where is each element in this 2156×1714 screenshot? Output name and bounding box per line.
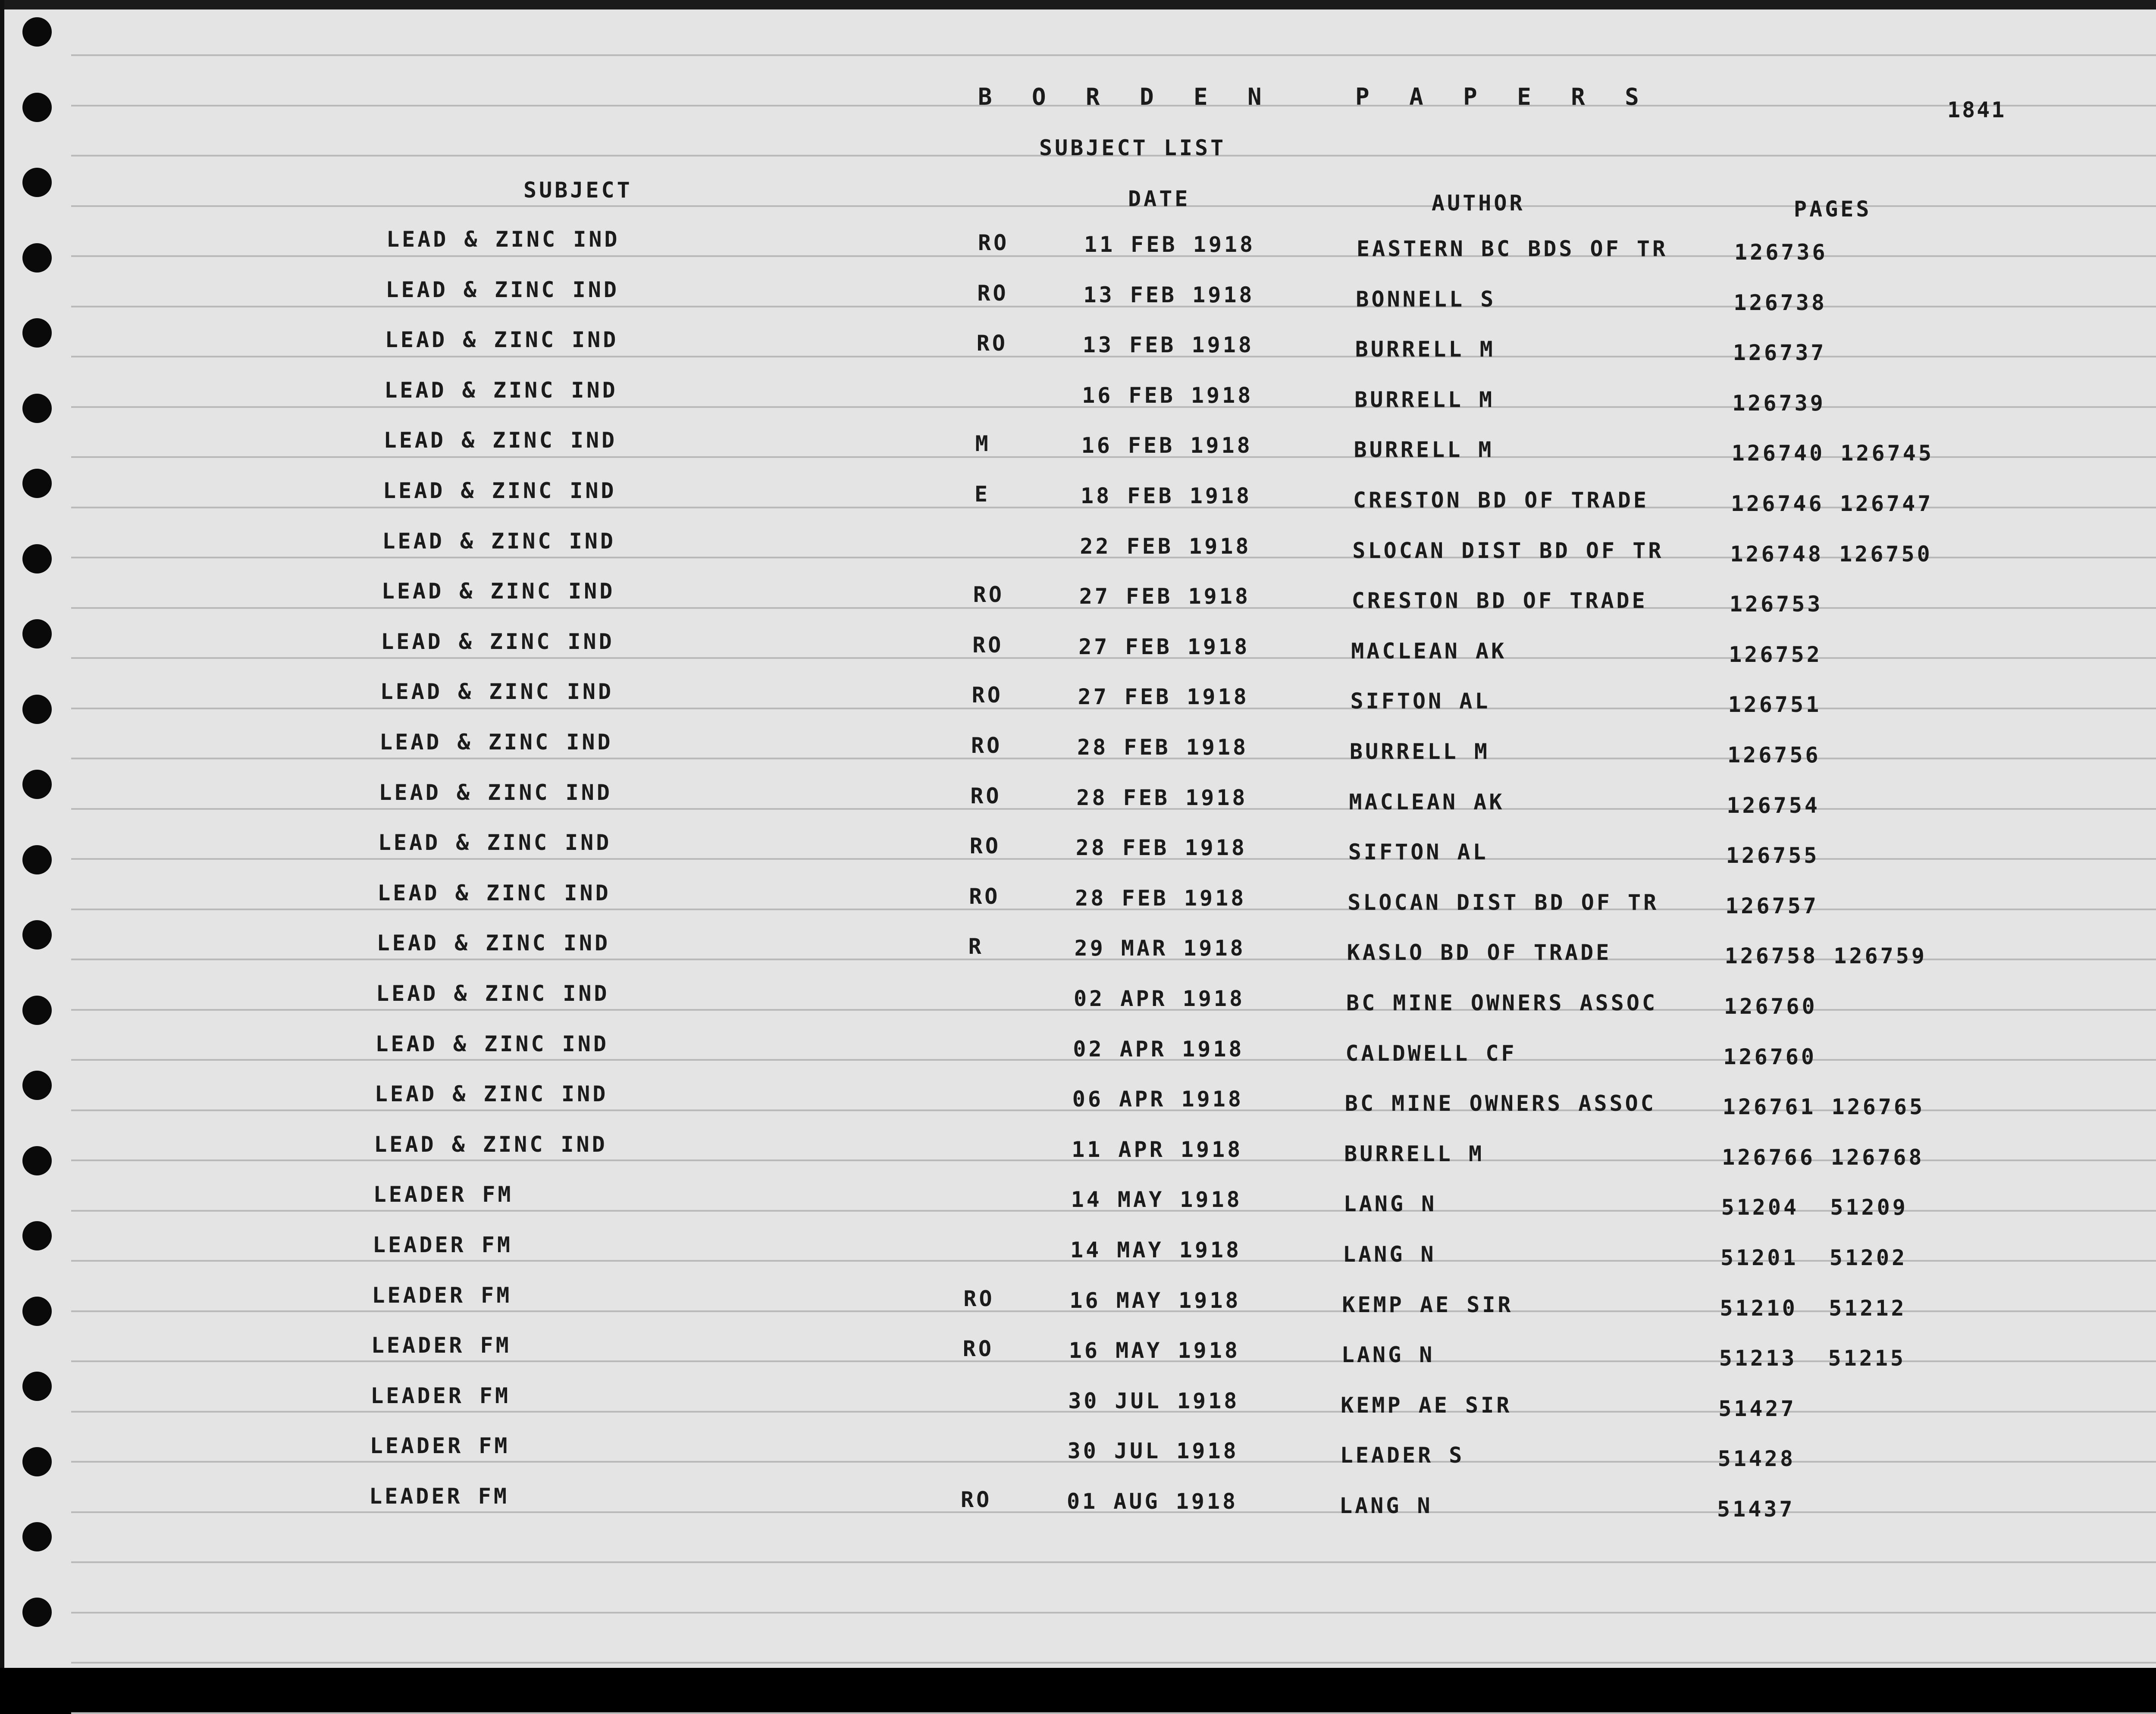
cell-author: BURRELL M	[1354, 437, 1494, 463]
cell-subject: LEAD & ZINC IND	[375, 1031, 609, 1056]
cell-subject: LEAD & ZINC IND	[376, 931, 611, 956]
tractor-hole	[22, 93, 52, 122]
tractor-hole	[22, 1221, 52, 1250]
column-header-pages: PAGES	[1794, 197, 1872, 222]
tractor-hole	[22, 1522, 52, 1551]
cell-pages: 126760	[1724, 994, 1818, 1019]
cell-date: 30 JUL 1918	[1068, 1388, 1240, 1413]
cell-date: 27 FEB 1918	[1078, 684, 1249, 710]
cell-author: SLOCAN DIST BD OF TR	[1352, 538, 1664, 563]
cell-pages: 126740 126745	[1731, 441, 1934, 466]
cell-subject: LEAD & ZINC IND	[378, 830, 612, 855]
cell-subject: LEADER FM	[370, 1433, 510, 1459]
cell-author: KEMP AE SIR	[1342, 1292, 1514, 1317]
cell-subject: LEAD & ZINC IND	[383, 478, 617, 503]
cell-date: 27 FEB 1918	[1079, 584, 1250, 609]
cell-subject: LEAD & ZINC IND	[386, 227, 620, 252]
cell-author: SIFTON AL	[1348, 840, 1489, 865]
cell-date: 14 MAY 1918	[1071, 1187, 1242, 1213]
tractor-hole	[22, 695, 52, 724]
tractor-hole	[22, 770, 52, 799]
cell-date: 16 MAY 1918	[1069, 1338, 1240, 1363]
cell-code: RO	[969, 884, 1000, 909]
tractor-hole	[22, 17, 52, 47]
cell-subject: LEAD & ZINC IND	[376, 981, 610, 1006]
tractor-hole	[22, 1071, 52, 1100]
cell-author: KEMP AE SIR	[1341, 1392, 1512, 1418]
cell-subject: LEAD & ZINC IND	[385, 327, 619, 353]
cell-pages: 126753	[1729, 592, 1823, 617]
column-header-date: DATE	[1128, 186, 1191, 211]
cell-author: BURRELL M	[1350, 739, 1490, 764]
cell-subject: LEAD & ZINC IND	[383, 428, 617, 453]
column-header-author: AUTHOR	[1432, 191, 1525, 216]
cell-author: LANG N	[1343, 1242, 1436, 1267]
cell-date: 28 FEB 1918	[1077, 735, 1249, 760]
tractor-hole	[22, 1297, 52, 1326]
cell-date: 18 FEB 1918	[1081, 483, 1252, 508]
cell-pages: 51437	[1717, 1497, 1795, 1522]
cell-author: LANG N	[1339, 1493, 1433, 1518]
cell-subject: LEAD & ZINC IND	[380, 679, 614, 705]
cell-subject: LEADER FM	[370, 1383, 511, 1408]
list-subtitle: SUBJECT LIST	[1039, 135, 1226, 160]
cell-author: BURRELL M	[1354, 387, 1495, 412]
cell-subject: LEADER FM	[372, 1282, 512, 1308]
cell-author: CRESTON BD OF TRADE	[1351, 588, 1648, 614]
cell-pages: 51210 51212	[1720, 1295, 1907, 1321]
cell-author: LANG N	[1343, 1191, 1437, 1217]
cell-pages: 126754	[1727, 793, 1821, 818]
tractor-hole	[22, 920, 52, 949]
cell-author: BURRELL M	[1355, 337, 1495, 362]
cell-date: 28 FEB 1918	[1076, 785, 1248, 810]
tractor-hole	[22, 619, 52, 649]
cell-pages: 126739	[1732, 390, 1826, 416]
column-header-subject: SUBJECT	[523, 178, 633, 203]
cell-subject: LEAD & ZINC IND	[374, 1081, 608, 1107]
cell-author: BC MINE OWNERS ASSOC	[1346, 990, 1658, 1015]
cell-pages: 126766 126768	[1722, 1144, 1924, 1170]
cell-date: 28 FEB 1918	[1075, 835, 1247, 861]
cell-subject: LEADER FM	[373, 1182, 514, 1207]
document-title: B O R D E N P A P E R S	[978, 83, 1652, 110]
ruled-line	[71, 1561, 2156, 1563]
cell-code: M	[975, 431, 991, 457]
cell-subject: LEAD & ZINC IND	[384, 377, 618, 403]
ruled-line	[71, 1662, 2156, 1664]
tractor-hole	[22, 845, 52, 874]
cell-pages: 126746 126747	[1731, 491, 1934, 516]
cell-author: KASLO BD OF TRADE	[1347, 940, 1612, 965]
tractor-hole	[22, 243, 52, 273]
cell-pages: 51213 51215	[1719, 1346, 1906, 1371]
ruled-line	[71, 1612, 2156, 1614]
cell-date: 28 FEB 1918	[1075, 885, 1247, 911]
cell-subject: LEAD & ZINC IND	[379, 730, 613, 755]
page-number: 1841	[1947, 97, 2006, 122]
cell-author: CRESTON BD OF TRADE	[1353, 488, 1649, 513]
cell-date: 13 FEB 1918	[1082, 332, 1254, 358]
scan-edge-left	[0, 0, 4, 1683]
cell-code: RO	[973, 582, 1005, 608]
cell-pages: 126752	[1729, 642, 1822, 667]
cell-code: RO	[978, 230, 1009, 255]
cell-date: 02 APR 1918	[1074, 986, 1245, 1011]
cell-subject: LEADER FM	[369, 1484, 509, 1509]
cell-code: RO	[969, 833, 1001, 859]
cell-pages: 126748 126750	[1730, 541, 1933, 567]
cell-subject: LEAD & ZINC IND	[382, 528, 616, 554]
cell-date: 29 MAR 1918	[1074, 936, 1246, 961]
cell-code: E	[975, 482, 990, 507]
cell-code: RO	[970, 783, 1002, 808]
cell-code: RO	[962, 1336, 994, 1362]
cell-pages: 126738	[1733, 290, 1827, 315]
cell-code: RO	[971, 733, 1003, 758]
cell-date: 16 FEB 1918	[1081, 433, 1253, 458]
cell-author: CALDWELL CF	[1345, 1040, 1517, 1066]
cell-code: RO	[971, 683, 1003, 708]
cell-subject: LEAD & ZINC IND	[379, 780, 612, 805]
tractor-hole	[22, 318, 52, 348]
cell-author: SLOCAN DIST BD OF TR	[1348, 890, 1659, 915]
tractor-hole	[22, 996, 52, 1025]
cell-date: 16 FEB 1918	[1082, 382, 1253, 408]
cell-pages: 126737	[1733, 340, 1827, 366]
cell-subject: LEAD & ZINC IND	[381, 579, 615, 604]
cell-subject: LEAD & ZINC IND	[377, 880, 611, 906]
tractor-hole	[22, 1372, 52, 1401]
cell-subject: LEADER FM	[373, 1232, 513, 1257]
cell-date: 14 MAY 1918	[1070, 1238, 1242, 1263]
cell-author: BC MINE OWNERS ASSOC	[1344, 1091, 1656, 1116]
cell-date: 02 APR 1918	[1073, 1036, 1244, 1062]
tractor-hole	[22, 469, 52, 498]
cell-pages: 126757	[1725, 893, 1819, 918]
cell-pages: 51427	[1718, 1396, 1796, 1421]
cell-pages: 126760	[1723, 1044, 1817, 1069]
tractor-hole	[22, 1146, 52, 1175]
cell-subject: LEAD & ZINC IND	[381, 629, 614, 654]
cell-date: 06 APR 1918	[1072, 1087, 1244, 1112]
cell-pages: 126756	[1727, 743, 1821, 768]
cell-author: BURRELL M	[1344, 1141, 1485, 1166]
cell-pages: 51428	[1717, 1446, 1796, 1472]
cell-author: LANG N	[1341, 1342, 1435, 1368]
scan-edge-bottom	[0, 1668, 2156, 1683]
cell-date: 27 FEB 1918	[1078, 634, 1250, 659]
cell-author: MACLEAN AK	[1349, 789, 1505, 815]
tractor-hole	[22, 544, 52, 573]
cell-subject: LEADER FM	[371, 1333, 511, 1358]
cell-code: RO	[972, 632, 1004, 658]
cell-pages: 126758 126759	[1724, 943, 1927, 969]
cell-subject: LEAD & ZINC IND	[385, 277, 619, 302]
cell-date: 22 FEB 1918	[1080, 533, 1251, 559]
cell-code: RO	[963, 1286, 995, 1311]
cell-author: SIFTON AL	[1350, 689, 1491, 714]
ruled-line	[71, 54, 2156, 56]
cell-date: 01 AUG 1918	[1067, 1489, 1238, 1514]
scan-edge-top	[0, 0, 2156, 9]
tractor-hole	[22, 168, 52, 197]
cell-author: EASTERN BC BDS OF TR	[1357, 236, 1668, 261]
cell-pages: 126751	[1728, 692, 1822, 718]
cell-date: 13 FEB 1918	[1083, 282, 1255, 307]
cell-pages: 51204 51209	[1721, 1195, 1908, 1220]
cell-pages: 51201 51202	[1720, 1245, 1908, 1270]
cell-pages: 126761 126765	[1722, 1094, 1925, 1120]
cell-author: BONNELL S	[1356, 286, 1496, 312]
cell-date: 11 FEB 1918	[1084, 232, 1256, 257]
cell-code: R	[968, 934, 984, 959]
tractor-hole	[22, 394, 52, 423]
cell-author: LEADER S	[1340, 1443, 1465, 1468]
cell-pages: 126755	[1726, 843, 1820, 868]
cell-date: 30 JUL 1918	[1067, 1438, 1239, 1464]
ruled-line	[71, 1712, 2156, 1714]
cell-date: 16 MAY 1918	[1069, 1288, 1241, 1313]
cell-author: MACLEAN AK	[1351, 638, 1507, 664]
cell-pages: 126736	[1734, 240, 1828, 265]
tractor-hole	[22, 1598, 52, 1627]
cell-code: RO	[976, 331, 1008, 356]
tractor-hole	[22, 1447, 52, 1476]
cell-code: RO	[961, 1487, 992, 1512]
cell-date: 11 APR 1918	[1072, 1137, 1243, 1162]
cell-subject: LEAD & ZINC IND	[374, 1131, 608, 1157]
cell-code: RO	[977, 280, 1009, 306]
